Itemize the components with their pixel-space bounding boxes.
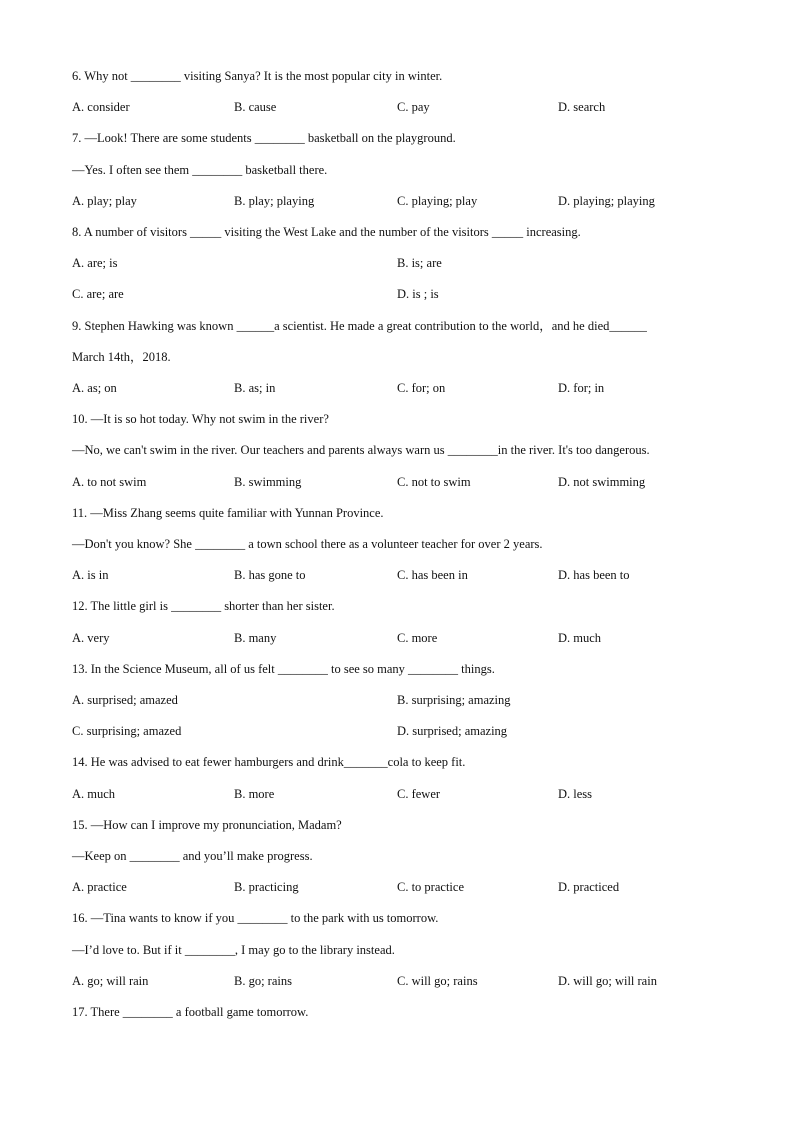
answer-option: D. search — [558, 100, 606, 114]
answer-option: C. more — [397, 631, 438, 645]
answer-options — [72, 193, 752, 209]
answer-option: B. swimming — [234, 475, 302, 489]
question-text: 12. The little girl is ________ shorter than her sister. — [72, 599, 335, 613]
answer-option: D. not swimming — [558, 475, 646, 489]
answer-option: C. surprising; amazed — [72, 724, 182, 738]
answer-option: B. many — [234, 631, 277, 645]
question-text: —Don't you know? She ________ a town school there as a volunteer teacher for over 2 years. — [72, 537, 543, 551]
question-text: March 14th，2018. — [72, 350, 171, 364]
question-text: 8. A number of visitors _____ visiting the West Lake and the number of the visitors _____ increasing. — [72, 225, 581, 239]
answer-option: C. are; are — [72, 287, 124, 301]
answer-option: A. consider — [72, 100, 130, 114]
question-text: 15. —How can I improve my pronunciation, Madam? — [72, 818, 342, 832]
answer-option: A. is in — [72, 568, 109, 582]
answer-options — [72, 630, 752, 646]
answer-options — [72, 786, 752, 802]
answer-option: A. go; will rain — [72, 974, 149, 988]
answer-option: A. practice — [72, 880, 127, 894]
answer-options — [72, 723, 752, 739]
answer-option: D. will go; will rain — [558, 974, 657, 988]
question-text: 6. Why not ________ visiting Sanya? It is the most popular city in winter. — [72, 69, 443, 83]
answer-option: A. play; play — [72, 194, 137, 208]
answer-option: B. more — [234, 787, 275, 801]
answer-option: B. surprising; amazing — [397, 693, 511, 707]
answer-option: D. playing; playing — [558, 194, 655, 208]
answer-option: C. not to swim — [397, 475, 471, 489]
answer-option: B. cause — [234, 100, 277, 114]
answer-option: C. fewer — [397, 787, 441, 801]
answer-option: D. practiced — [558, 880, 620, 894]
answer-option: A. to not swim — [72, 475, 147, 489]
answer-options — [72, 567, 752, 583]
answer-option: D. for; in — [558, 381, 605, 395]
answer-option: B. go; rains — [234, 974, 292, 988]
answer-options — [72, 474, 752, 490]
answer-option: B. play; playing — [234, 194, 315, 208]
question-text: 11. —Miss Zhang seems quite familiar with Yunnan Province. — [72, 506, 384, 520]
question-text: 13. In the Science Museum, all of us felt ________ to see so many ________ things. — [72, 662, 495, 676]
question-text: 16. —Tina wants to know if you ________ to the park with us tomorrow. — [72, 911, 439, 925]
answer-option: C. will go; rains — [397, 974, 478, 988]
answer-option: B. has gone to — [234, 568, 306, 582]
answer-option: B. is; are — [397, 256, 442, 270]
answer-option: D. has been to — [558, 568, 630, 582]
answer-option: A. as; on — [72, 381, 117, 395]
question-text: —I’d love to. But if it ________, I may go to the library instead. — [72, 943, 395, 957]
answer-option: C. pay — [397, 100, 430, 114]
question-text: 7. —Look! There are some students ________ basketball on the playground. — [72, 131, 456, 145]
question-text: —Keep on ________ and you’ll make progress. — [72, 849, 313, 863]
question-text: 9. Stephen Hawking was known ______a scientist. He made a great contribution to the world，and he died______ — [72, 319, 647, 333]
answer-option: D. less — [558, 787, 593, 801]
question-text: 17. There ________ a football game tomorrow. — [72, 1005, 309, 1019]
answer-options — [72, 255, 752, 271]
answer-option: C. to practice — [397, 880, 464, 894]
answer-options — [72, 973, 752, 989]
answer-option: B. as; in — [234, 381, 276, 395]
question-text: 10. —It is so hot today. Why not swim in the river? — [72, 412, 329, 426]
answer-option: A. very — [72, 631, 110, 645]
answer-option: C. for; on — [397, 381, 446, 395]
question-text: 14. He was advised to eat fewer hamburgers and drink_______cola to keep fit. — [72, 755, 466, 769]
answer-option: B. practicing — [234, 880, 299, 894]
answer-options — [72, 380, 752, 396]
answer-option: A. surprised; amazed — [72, 693, 178, 707]
answer-options — [72, 286, 752, 302]
answer-option: C. has been in — [397, 568, 468, 582]
question-text: —Yes. I often see them ________ basketball there. — [72, 163, 328, 177]
question-text: —No, we can't swim in the river. Our teachers and parents always warn us ________in the river. It's too dangerous. — [72, 443, 650, 457]
answer-option: D. is ; is — [397, 287, 439, 301]
answer-option: D. surprised; amazing — [397, 724, 508, 738]
answer-option: A. much — [72, 787, 116, 801]
answer-option: D. much — [558, 631, 602, 645]
answer-options — [72, 692, 752, 708]
answer-option: A. are; is — [72, 256, 118, 270]
answer-options — [72, 879, 752, 895]
answer-options — [72, 99, 752, 115]
answer-option: C. playing; play — [397, 194, 478, 208]
